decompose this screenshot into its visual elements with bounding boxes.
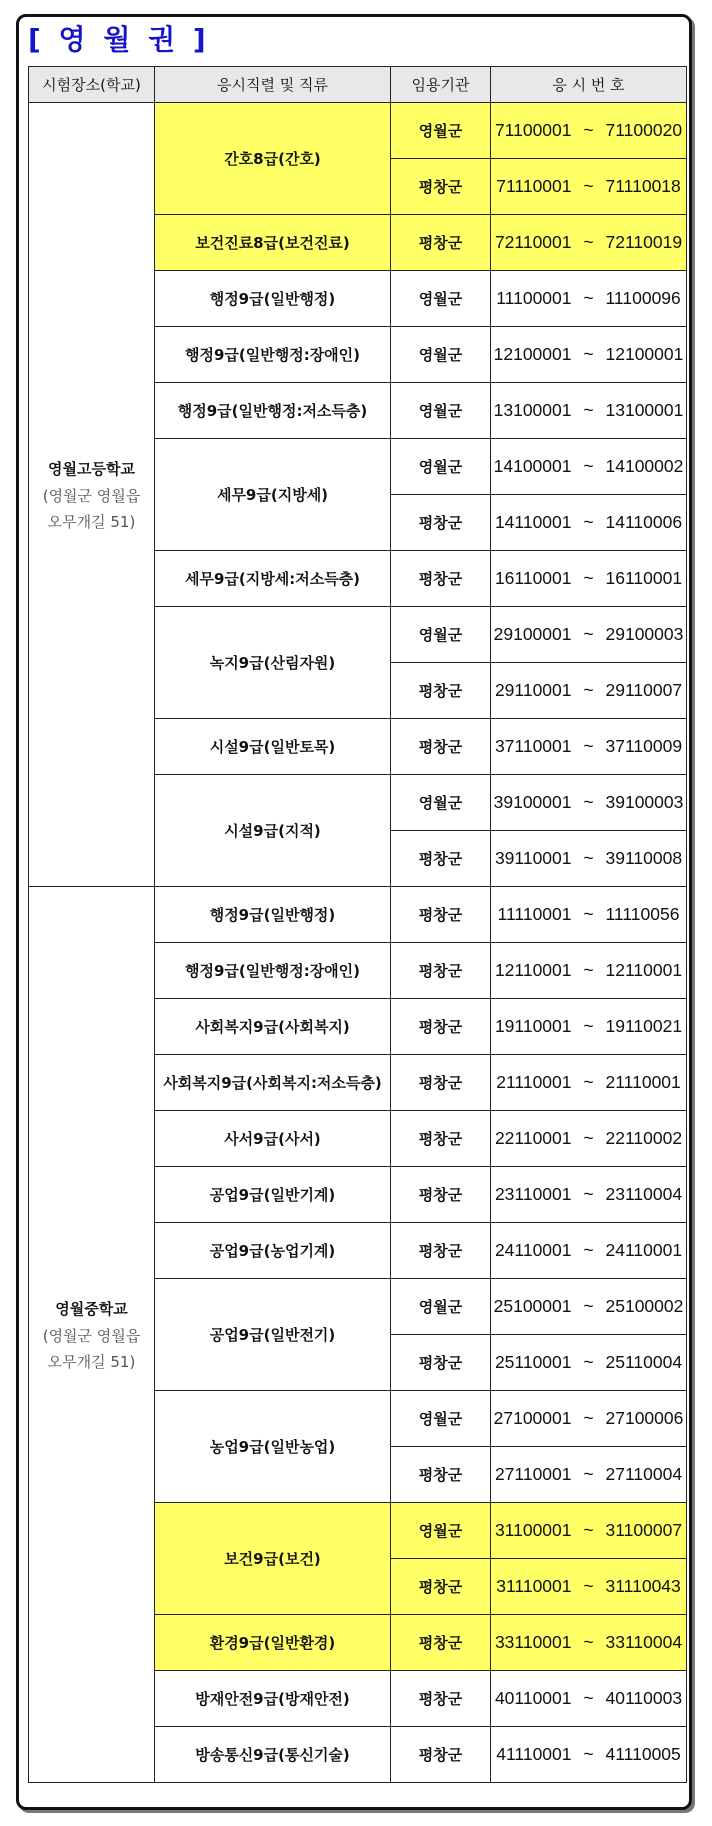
table-body [29, 103, 687, 1783]
range-end: 71100020 [605, 120, 683, 140]
job-series-cell: 사회복지9급(사회복지) [155, 999, 391, 1055]
range-start: 11100001 [496, 288, 572, 308]
range-start: 29100001 [493, 624, 572, 644]
range-end: 71110018 [605, 176, 681, 196]
agency-cell: 평창군 [391, 1223, 491, 1279]
job-series-cell: 행정9급(일반행정:저소득층) [155, 383, 391, 439]
exam-number-range-cell [491, 943, 687, 999]
region-title: [ 영 월 권 ] [28, 23, 210, 56]
agency-cell: 평창군 [391, 1671, 491, 1727]
exam-number-range-cell [491, 831, 687, 887]
range-separator: ~ [583, 904, 594, 924]
range-separator: ~ [583, 1296, 594, 1316]
exam-number-range-cell [491, 103, 687, 159]
range-separator: ~ [583, 1072, 594, 1092]
header-exam-site: 시험장소(학교) [29, 67, 155, 103]
agency-cell: 영월군 [391, 607, 491, 663]
table-row [29, 103, 687, 159]
exam-number-range-cell [491, 1727, 687, 1783]
range-end: 31100007 [605, 1520, 683, 1540]
range-separator: ~ [583, 1408, 594, 1428]
range-start: 25100001 [493, 1296, 572, 1316]
job-series-cell: 방송통신9급(통신기술) [155, 1727, 391, 1783]
agency-cell: 평창군 [391, 719, 491, 775]
exam-number-range-cell [491, 383, 687, 439]
range-start: 25110001 [494, 1352, 572, 1372]
agency-cell: 평창군 [391, 1615, 491, 1671]
range-separator: ~ [583, 736, 594, 756]
range-separator: ~ [583, 1744, 594, 1764]
range-end: 16110001 [605, 568, 683, 588]
exam-number-range-cell [491, 1055, 687, 1111]
range-end: 11110056 [605, 904, 680, 924]
range-start: 31100001 [494, 1520, 572, 1540]
exam-number-range-cell [491, 663, 687, 719]
exam-number-range [495, 1016, 682, 1036]
school-address-line1: (영월군 영월읍 [42, 486, 141, 505]
range-start: 29110001 [494, 680, 572, 700]
job-series-cell: 공업9급(일반전기) [155, 1279, 391, 1391]
exam-number-range-cell [491, 1559, 687, 1615]
range-separator: ~ [583, 1464, 594, 1484]
job-series-cell: 방재안전9급(방재안전) [155, 1671, 391, 1727]
table-header-row [29, 67, 687, 103]
range-separator: ~ [583, 400, 594, 420]
job-series-cell: 녹지9급(산림자원) [155, 607, 391, 719]
job-series-cell: 시설9급(일반토목) [155, 719, 391, 775]
exam-number-range [498, 904, 680, 924]
range-start: 12110001 [494, 960, 572, 980]
exam-number-range-cell [491, 1167, 687, 1223]
range-separator: ~ [583, 456, 594, 476]
range-end: 39110008 [605, 848, 683, 868]
exam-number-range-cell [491, 1111, 687, 1167]
range-start: 33110001 [494, 1632, 572, 1652]
exam-number-range [496, 288, 681, 308]
range-separator: ~ [583, 1688, 594, 1708]
job-series-cell: 세무9급(지방세) [155, 439, 391, 551]
range-start: 27110001 [494, 1464, 572, 1484]
job-series-cell: 시설9급(지적) [155, 775, 391, 887]
exam-number-range [494, 400, 684, 420]
range-start: 13100001 [493, 400, 572, 420]
exam-number-range-cell [491, 1615, 687, 1671]
job-series-cell: 사회복지9급(사회복지:저소득층) [155, 1055, 391, 1111]
range-end: 24110001 [605, 1240, 683, 1260]
exam-number-range-cell [491, 215, 687, 271]
range-start: 22110001 [494, 1128, 572, 1148]
exam-number-range [495, 1632, 682, 1652]
agency-cell: 평창군 [391, 1335, 491, 1391]
job-series-cell: 환경9급(일반환경) [155, 1615, 391, 1671]
range-start: 31110001 [496, 1576, 572, 1596]
exam-number-range [494, 1296, 684, 1316]
job-series-cell: 간호8급(간호) [155, 103, 391, 215]
job-series-cell: 세무9급(지방세:저소득층) [155, 551, 391, 607]
agency-cell: 영월군 [391, 775, 491, 831]
exam-number-range [495, 1520, 682, 1540]
agency-cell: 평창군 [391, 663, 491, 719]
exam-number-range [494, 624, 684, 644]
job-series-cell: 행정9급(일반행정:장애인) [155, 327, 391, 383]
range-end: 23110004 [605, 1184, 683, 1204]
header-job-series: 응시직렬 및 직류 [155, 67, 391, 103]
exam-number-range-cell [491, 271, 687, 327]
range-separator: ~ [583, 120, 594, 140]
exam-number-range [496, 1072, 681, 1092]
range-start: 41110001 [496, 1744, 572, 1764]
exam-number-range [495, 120, 682, 140]
exam-site-cell [29, 887, 155, 1783]
range-end: 31110043 [605, 1576, 681, 1596]
agency-cell: 평창군 [391, 831, 491, 887]
agency-cell: 평창군 [391, 1167, 491, 1223]
range-separator: ~ [583, 848, 594, 868]
exam-number-range [495, 1128, 682, 1148]
exam-number-range-cell [491, 999, 687, 1055]
exam-number-range-cell [491, 719, 687, 775]
range-end: 25110004 [605, 1352, 683, 1372]
exam-number-range-cell [491, 551, 687, 607]
range-separator: ~ [583, 344, 594, 364]
range-end: 13100001 [605, 400, 684, 420]
exam-number-range [494, 1408, 684, 1428]
exam-number-range [495, 960, 682, 980]
range-separator: ~ [583, 1240, 594, 1260]
table-row [29, 887, 687, 943]
range-end: 14110006 [605, 512, 683, 532]
range-end: 37110009 [605, 736, 683, 756]
range-separator: ~ [583, 624, 594, 644]
exam-number-range-cell [491, 159, 687, 215]
agency-cell: 영월군 [391, 439, 491, 495]
range-end: 33110004 [605, 1632, 683, 1652]
agency-cell: 평창군 [391, 887, 491, 943]
exam-number-range [495, 232, 682, 252]
range-end: 27110004 [605, 1464, 683, 1484]
exam-number-range-cell [491, 1279, 687, 1335]
range-end: 19110021 [605, 1016, 683, 1036]
exam-number-range [495, 1184, 682, 1204]
header-exam-number: 응 시 번 호 [491, 67, 687, 103]
exam-number-range-cell [491, 607, 687, 663]
agency-cell: 평창군 [391, 1447, 491, 1503]
agency-cell: 평창군 [391, 1055, 491, 1111]
range-start: 19110001 [494, 1016, 572, 1036]
exam-number-range-cell [491, 327, 687, 383]
range-separator: ~ [583, 1128, 594, 1148]
agency-cell: 평창군 [391, 1111, 491, 1167]
range-end: 21110001 [605, 1072, 681, 1092]
range-start: 71100001 [494, 120, 572, 140]
exam-site-cell [29, 103, 155, 887]
agency-cell: 영월군 [391, 1391, 491, 1447]
range-end: 40110003 [605, 1688, 683, 1708]
range-separator: ~ [583, 288, 594, 308]
exam-number-range [495, 1688, 682, 1708]
exam-number-range [494, 792, 684, 812]
range-start: 27100001 [493, 1408, 572, 1428]
range-end: 22110002 [605, 1128, 683, 1148]
range-start: 14110001 [494, 512, 572, 532]
range-end: 39100003 [605, 792, 684, 812]
school-address-line2: 오무개길 51) [47, 1352, 136, 1371]
exam-number-range [495, 1352, 682, 1372]
range-separator: ~ [583, 1632, 594, 1652]
agency-cell: 평창군 [391, 1559, 491, 1615]
agency-cell: 영월군 [391, 271, 491, 327]
exam-number-range [496, 176, 681, 196]
range-separator: ~ [583, 568, 594, 588]
agency-cell: 평창군 [391, 159, 491, 215]
exam-number-range-cell [491, 439, 687, 495]
exam-number-range [495, 568, 682, 588]
exam-number-range-cell [491, 1335, 687, 1391]
header-appointing-agency: 임용기관 [391, 67, 491, 103]
exam-number-range [494, 456, 684, 476]
job-series-cell: 행정9급(일반행정:장애인) [155, 943, 391, 999]
job-series-cell: 공업9급(일반기계) [155, 1167, 391, 1223]
range-start: 39110001 [494, 848, 572, 868]
school-address-line2: 오무개길 51) [47, 512, 136, 531]
agency-cell: 평창군 [391, 999, 491, 1055]
range-start: 37110001 [494, 736, 572, 756]
job-series-cell: 보건진료8급(보건진료) [155, 215, 391, 271]
exam-number-range [495, 680, 682, 700]
agency-cell: 평창군 [391, 551, 491, 607]
range-end: 29100003 [605, 624, 684, 644]
school-address-line1: (영월군 영월읍 [42, 1326, 141, 1345]
range-separator: ~ [583, 1520, 594, 1540]
exam-number-range [496, 1576, 681, 1596]
exam-number-range-cell [491, 1223, 687, 1279]
exam-number-range-cell [491, 1447, 687, 1503]
range-start: 39100001 [493, 792, 572, 812]
range-end: 27100006 [605, 1408, 684, 1428]
range-separator: ~ [583, 792, 594, 812]
exam-number-range-cell [491, 1671, 687, 1727]
range-start: 71110001 [496, 176, 572, 196]
range-start: 40110001 [494, 1688, 572, 1708]
job-series-cell: 공업9급(농업기계) [155, 1223, 391, 1279]
range-separator: ~ [583, 960, 594, 980]
agency-cell: 영월군 [391, 103, 491, 159]
range-start: 16110001 [494, 568, 572, 588]
range-end: 72110019 [605, 232, 683, 252]
exam-number-range [495, 1464, 682, 1484]
range-start: 72110001 [494, 232, 572, 252]
agency-cell: 영월군 [391, 383, 491, 439]
range-start: 23110001 [494, 1184, 572, 1204]
exam-number-range-cell [491, 887, 687, 943]
job-series-cell: 행정9급(일반행정) [155, 887, 391, 943]
range-separator: ~ [583, 1016, 594, 1036]
exam-number-range [495, 1240, 682, 1260]
exam-number-range [496, 1744, 681, 1764]
range-end: 12100001 [605, 344, 684, 364]
range-separator: ~ [583, 1576, 594, 1596]
exam-number-range [495, 736, 682, 756]
exam-number-range [494, 344, 684, 364]
agency-cell: 평창군 [391, 1727, 491, 1783]
range-start: 11110001 [497, 904, 572, 924]
range-start: 12100001 [493, 344, 572, 364]
range-separator: ~ [583, 1184, 594, 1204]
range-separator: ~ [583, 232, 594, 252]
job-series-cell: 행정9급(일반행정) [155, 271, 391, 327]
range-separator: ~ [583, 1352, 594, 1372]
agency-cell: 평창군 [391, 943, 491, 999]
agency-cell: 평창군 [391, 215, 491, 271]
school-name: 영월고등학교 [48, 459, 135, 478]
exam-schedule-table [28, 66, 687, 1783]
agency-cell: 평창군 [391, 495, 491, 551]
range-end: 29110007 [605, 680, 683, 700]
exam-number-range [495, 848, 682, 868]
range-start: 21110001 [496, 1072, 572, 1092]
range-start: 24110001 [494, 1240, 572, 1260]
range-end: 14100002 [605, 456, 684, 476]
exam-number-range-cell [491, 775, 687, 831]
range-end: 12110001 [605, 960, 683, 980]
exam-number-range-cell [491, 1391, 687, 1447]
exam-number-range-cell [491, 495, 687, 551]
job-series-cell: 사서9급(사서) [155, 1111, 391, 1167]
job-series-cell: 농업9급(일반농업) [155, 1391, 391, 1503]
range-separator: ~ [583, 512, 594, 532]
range-end: 11100096 [605, 288, 681, 308]
job-series-cell: 보건9급(보건) [155, 1503, 391, 1615]
range-separator: ~ [583, 176, 594, 196]
range-start: 14100001 [493, 456, 572, 476]
exam-number-range [495, 512, 682, 532]
exam-number-range-cell [491, 1503, 687, 1559]
agency-cell: 영월군 [391, 327, 491, 383]
agency-cell: 영월군 [391, 1503, 491, 1559]
range-end: 25100002 [605, 1296, 684, 1316]
range-end: 41110005 [605, 1744, 681, 1764]
agency-cell: 영월군 [391, 1279, 491, 1335]
range-separator: ~ [583, 680, 594, 700]
school-name: 영월중학교 [55, 1299, 128, 1318]
